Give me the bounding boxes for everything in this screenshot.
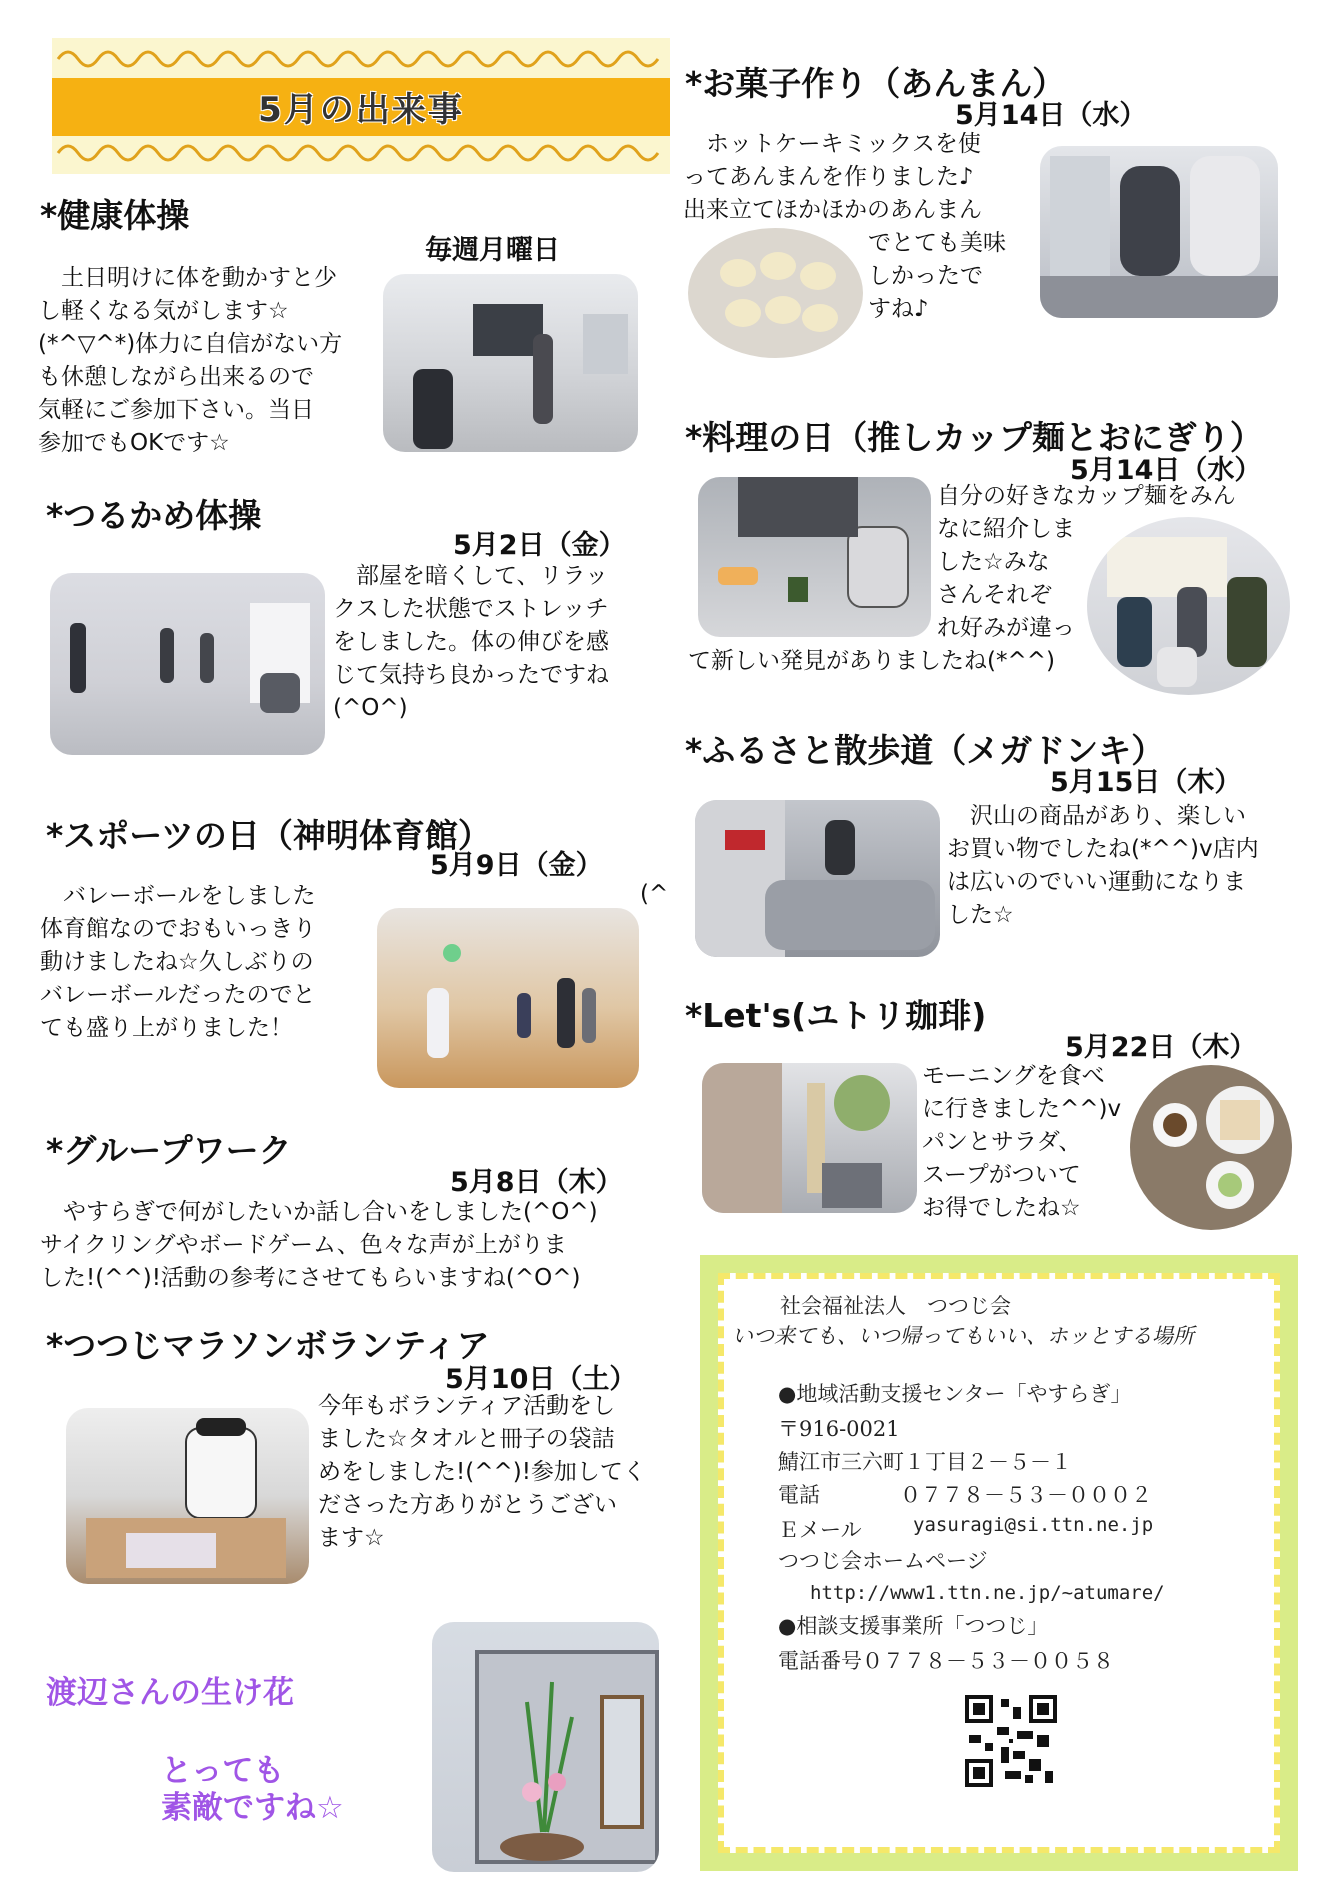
ikebana-caption-3: 素敵ですね☆: [161, 1790, 344, 1826]
text-okashi-top: [683, 128, 1043, 227]
office-tel: 電話番号０７７８－５３－００５８: [778, 1649, 1114, 1673]
homepage-label: つつじ会ホームページ: [778, 1549, 988, 1573]
photo-furusato: [695, 800, 940, 957]
photo-ryori-group: [1087, 517, 1290, 695]
title-banner: [52, 38, 670, 174]
text-line: (^O^): [333, 695, 408, 721]
ikebana-caption-1: 渡辺さんの生け花: [46, 1675, 294, 1711]
heading-tsurukame-taiso: *つるかめ体操: [46, 496, 262, 535]
postal-code: 〒916-0021: [778, 1417, 900, 1441]
page-title: 5月の出来事: [258, 90, 464, 130]
photo-sports-day: [377, 908, 639, 1088]
heading-sports-day: *スポーツの日（神明体育館）: [46, 816, 491, 855]
text-ryori-last: て新しい発見がありましたね(*^^): [688, 648, 1055, 674]
text-line: めをしました!(^^)!参加してく: [318, 1459, 646, 1485]
date-ryori: 5月14日（水）: [1070, 455, 1262, 486]
text-line: ました☆タオルと冊子の袋詰: [318, 1426, 615, 1452]
text-line: ホットケーキミックスを使: [683, 131, 981, 157]
photo-tsurukame-taiso: [50, 573, 325, 755]
text-line: 自分の好きなカップ麺をみん: [937, 483, 1236, 509]
text-marathon-volunteer: [318, 1390, 668, 1555]
text-line: し軽くなる気がします☆: [38, 298, 289, 324]
date-kenko-taiso: 毎週月曜日: [425, 235, 560, 266]
photo-ryori-table: [698, 477, 931, 637]
text-line: ってあんまんを作りました♪: [683, 164, 974, 190]
text-line: した!(^^)!活動の参考にさせてもらいますね(^O^): [40, 1265, 581, 1291]
photo-ikebana: [432, 1622, 659, 1872]
ikebana-caption-2: とっても: [161, 1753, 285, 1789]
text-line: クスした状態でストレッチ: [333, 596, 609, 622]
text-line: も休憩しながら出来るので: [38, 364, 314, 390]
tel-label: 電話: [778, 1483, 820, 1507]
text-line: 今年もボランティア活動をし: [318, 1393, 616, 1419]
qr-code-icon[interactable]: [965, 1695, 1057, 1787]
text-line: じて気持ち良かったですね: [333, 662, 609, 688]
text-line: は広いのでいい運動になりま: [947, 869, 1246, 895]
address: 鯖江市三六町１丁目２－５－１: [778, 1450, 1072, 1474]
text-line: した☆みな: [937, 549, 1050, 575]
text-line: モーニングを食べ: [922, 1063, 1105, 1089]
text-kenko-taiso: [38, 262, 383, 460]
heading-kenko-taiso: *健康体操: [40, 196, 190, 235]
text-line: でとても美味: [868, 230, 1006, 256]
text-line: 沢山の商品があり、楽しい: [947, 803, 1246, 829]
date-group-work: 5月8日（木）: [450, 1167, 623, 1198]
text-line: に行きました^^)v: [922, 1096, 1122, 1122]
text-line: 土日明けに体を動かすと少: [38, 265, 337, 291]
date-sports-day: 5月9日（金）: [430, 850, 603, 881]
email-label: Ｅメール: [778, 1518, 862, 1542]
org-motto: いつ来ても、いつ帰ってもいい、ホッとする場所: [732, 1324, 1194, 1348]
text-line: お買い物でしたね(*^^)v店内: [947, 836, 1259, 862]
text-line: サイクリングやボードゲーム、色々な声が上がりま: [40, 1232, 567, 1258]
text-line: さんそれぞ: [937, 582, 1052, 608]
text-line: (*^▽^*)体力に自信がない方: [38, 331, 343, 357]
loop-border-bottom: [52, 142, 670, 164]
text-group-work: [40, 1196, 670, 1295]
heading-group-work: *グループワーク: [46, 1131, 292, 1170]
photo-marathon-volunteer: [66, 1408, 309, 1584]
date-furusato: 5月15日（木）: [1050, 767, 1242, 798]
text-sports-day: [40, 880, 375, 1045]
tel-number: ０７７８－５３－０００２: [900, 1483, 1152, 1507]
text-line: 体育館なのでおもいっきり: [40, 916, 316, 942]
photo-kenko-taiso: [383, 274, 638, 452]
center-name: ●地域活動支援センター「やすらぎ」: [778, 1382, 1132, 1406]
date-lets: 5月22日（木）: [1065, 1032, 1257, 1063]
text-tsurukame-taiso: [333, 560, 668, 725]
text-line: 気軽にご参加下さい。当日: [38, 397, 314, 423]
date-marathon-volunteer: 5月10日（土）: [445, 1364, 637, 1395]
text-okashi-side: [868, 227, 1038, 326]
heading-furusato: *ふるさと散歩道（メガドンキ）: [685, 731, 1165, 770]
text-line: バレーボールをしました: [40, 883, 316, 909]
text-line: 部屋を暗くして、リラッ: [333, 563, 609, 589]
text-line: スープがついて: [922, 1162, 1081, 1188]
heading-lets: *Let's(ユトリ珈琲): [685, 996, 987, 1035]
text-lets: [922, 1060, 1162, 1225]
text-sports-stray: (^: [640, 881, 669, 907]
text-line: やすらぎで何がしたいか話し合いをしました(^O^): [40, 1199, 598, 1225]
text-furusato: [947, 800, 1307, 932]
photo-anman: [688, 228, 863, 358]
heading-ryori: *料理の日（推しカップ麺とおにぎり）: [685, 418, 1263, 457]
loop-border-top: [52, 48, 670, 70]
homepage-url[interactable]: http://www1.ttn.ne.jp/~atumare/: [810, 1582, 1165, 1604]
text-line: バレーボールだったのでと: [40, 982, 316, 1008]
text-line: した☆: [947, 902, 1014, 928]
photo-okashi-cooking: [1040, 146, 1278, 318]
text-line: 参加でもOKです☆: [38, 430, 230, 456]
org-name: 社会福祉法人 つつじ会: [780, 1294, 1011, 1318]
date-tsurukame-taiso: 5月2日（金）: [453, 530, 626, 561]
text-line: お得でしたね☆: [922, 1195, 1081, 1221]
text-line: れ好みが違っ: [937, 615, 1075, 641]
text-line: をしました。体の伸びを感: [333, 629, 609, 655]
heading-okashi: *お菓子作り（あんまん）: [685, 64, 1066, 103]
text-line: しかったで: [868, 263, 983, 289]
heading-marathon-volunteer: *つつじマラソンボランティア: [46, 1326, 490, 1365]
text-line: 動けましたね☆久しぶりの: [40, 949, 314, 975]
text-line: ます☆: [318, 1525, 385, 1551]
photo-lets-morning: [1130, 1065, 1292, 1230]
text-line: なに紹介しま: [937, 516, 1075, 542]
text-line: ださった方ありがとうござい: [318, 1492, 617, 1518]
text-line: ても盛り上がりました！: [40, 1015, 293, 1041]
photo-lets-cafe: [702, 1063, 917, 1213]
date-okashi: 5月14日（水）: [955, 100, 1147, 131]
text-line: 出来立てほかほかのあんまん: [683, 197, 982, 223]
office-name: ●相談支援事業所「つつじ」: [778, 1614, 1049, 1638]
text-line: パンとサラダ、: [922, 1129, 1082, 1155]
email-address[interactable]: yasuragi@si.ttn.ne.jp: [913, 1514, 1154, 1536]
text-line: すね♪: [868, 296, 929, 322]
